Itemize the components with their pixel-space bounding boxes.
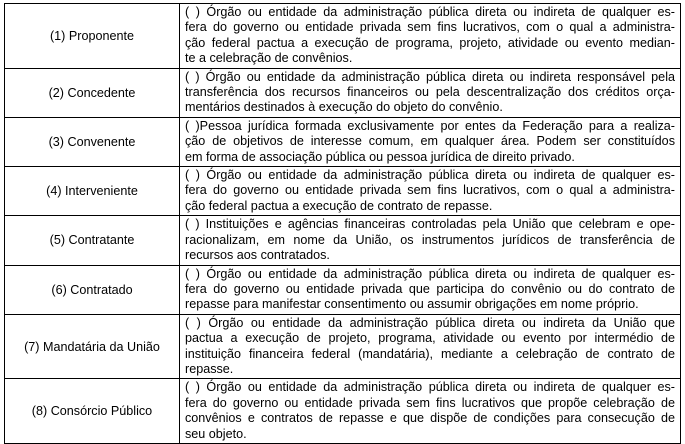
definition-line: fera do governo ou entidade privada sem fins lucrativos, com o qual a administra-	[185, 20, 675, 35]
term-cell: (8) Consórcio Público	[5, 379, 180, 444]
definition-line: repasse para manifestar consentimento ou assumir obrigações em nome próprio.	[185, 297, 639, 312]
definition-line: ção federal pactua a execução de contrato de repasse.	[185, 198, 493, 213]
term-cell: (2) Concedente	[5, 68, 180, 117]
definition-line: ( ) Órgão ou entidade da administração pública direta ou indireta de qualquer es-	[185, 5, 675, 19]
table-row	[5, 216, 681, 265]
definition-line: fera do governo ou entidade privada que participa do convênio ou do contrato de	[185, 281, 675, 296]
definition-line: instituição financeira federal (mandatária), mediante a celebração de contrato de	[185, 346, 675, 361]
definition-line: recursos aos contratados.	[185, 248, 330, 263]
definition-line: seu objeto.	[185, 426, 247, 441]
definition-line: ( ) Órgão ou entidade da administração pública direta ou indireta de qualquer es-	[185, 266, 675, 281]
definition-line: racionalizam, em nome da União, os instrumentos jurídicos de transferência de	[185, 232, 675, 247]
table-row	[5, 4, 681, 69]
definition-line: ção de objetivos de interesse comum, em qualquer área. Podem ser constituídos	[185, 134, 675, 149]
term-cell: (4) Interveniente	[5, 167, 180, 216]
definition-line: te a celebração de convênios.	[185, 51, 353, 66]
matching-table	[4, 3, 681, 444]
definition-line: convênios e contratos de repasse e que dispõe de condições para consecução de	[185, 411, 675, 426]
definition-line: em forma de associação pública ou pessoa jurídica de direito privado.	[185, 149, 575, 164]
definition-cell	[180, 167, 681, 216]
term-cell: (3) Convenente	[5, 117, 180, 166]
table-row	[5, 117, 681, 166]
definition-line: ção federal pactua a execução de programa, projeto, atividade ou evento median-	[185, 35, 675, 50]
definition-line: ( ) Instituições e agências financeiras controladas pela União que celebram e ope-	[185, 217, 675, 232]
definition-cell	[180, 4, 681, 69]
definition-cell	[180, 68, 681, 117]
definition-line: fera do governo ou entidade privada sem fins lucrativos que propõe celebração de	[185, 395, 675, 410]
definition-line: ( ) Órgão ou entidade da administração pública direta ou indireta da União que	[185, 315, 675, 330]
definition-line: repasse.	[185, 361, 234, 376]
table-row	[5, 265, 681, 314]
definition-cell	[180, 379, 681, 444]
table-row	[5, 167, 681, 216]
definition-line: transferência dos recursos financeiros ou pela descentralização dos créditos orça-	[185, 85, 675, 100]
definition-cell	[180, 216, 681, 265]
definition-cell	[180, 117, 681, 166]
definition-line: ( ) Órgão ou entidade da administração pública direta ou indireta de qualquer es-	[185, 380, 675, 395]
definition-cell	[180, 314, 681, 379]
table-row	[5, 68, 681, 117]
table-row	[5, 314, 681, 379]
term-cell: (7) Mandatária da União	[5, 314, 180, 379]
term-cell: (6) Contratado	[5, 265, 180, 314]
definition-line: pactua a execução de projeto, programa, atividade ou evento por intermédio de	[185, 331, 675, 346]
definition-cell	[180, 265, 681, 314]
definition-line: mentários destinados à execução do objeto do convênio.	[185, 100, 503, 115]
definition-line: fera do governo ou entidade privada sem fins lucrativos, com o qual a administra-	[185, 183, 675, 198]
definition-line: ( ) Órgão ou entidade da administração pública direta ou indireta de qualquer es-	[185, 168, 675, 183]
term-cell: (1) Proponente	[5, 4, 180, 69]
term-cell: (5) Contratante	[5, 216, 180, 265]
definition-line: ( ) Órgão ou entidade da administração pública direta ou indireta responsável pela	[185, 69, 675, 84]
table-row	[5, 379, 681, 444]
definition-line: ( )Pessoa jurídica formada exclusivamente por entes da Federação para a realiza-	[185, 118, 675, 133]
